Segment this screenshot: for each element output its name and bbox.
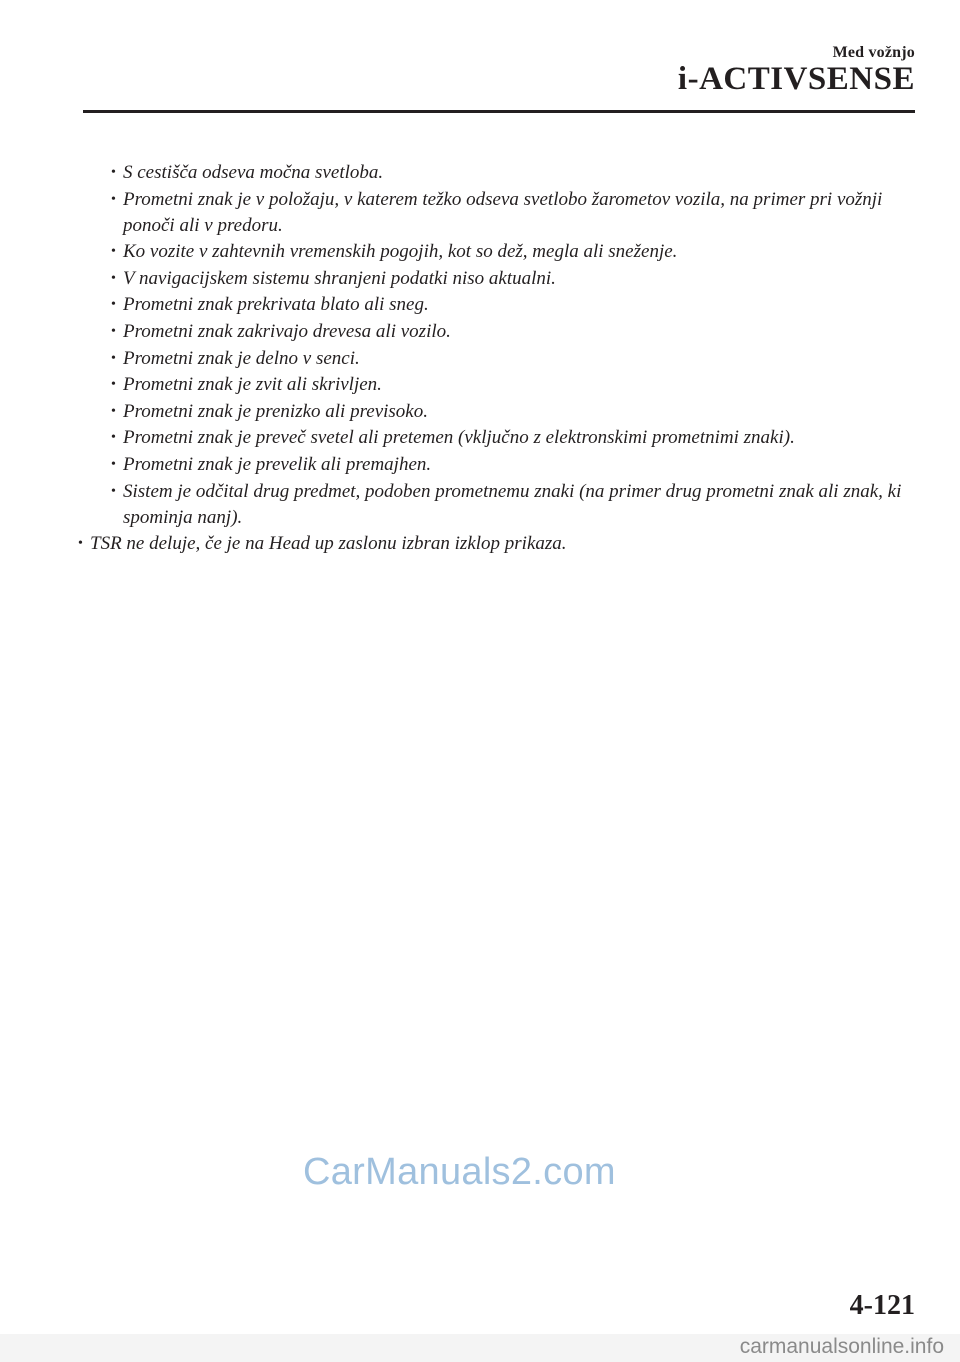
bullet-text: Prometni znak je preveč svetel ali pretemen (vključno z elektronskimi prometnimi znaki). [123,427,795,449]
bullet-dot: • [111,483,116,499]
bullet-text: Prometni znak prekrivata blato ali sneg. [123,294,429,316]
bullet-dot: • [78,536,83,552]
bullet-item [0,425,913,451]
bullet-dot: • [111,323,116,339]
footer-site-link[interactable]: carmanualsonline.info [739,1335,944,1358]
header-subtitle: Med vožnjo [832,44,915,61]
bullet-item [0,187,913,239]
page-number: 4-121 [849,1290,915,1321]
bullet-list [0,160,960,558]
bullet-item [0,372,913,398]
bullet-dot: • [111,430,116,446]
bullet-text: V navigacijskem sistemu shranjeni podatki niso aktualni. [123,267,556,289]
bullet-dot: • [111,165,116,180]
bullet-dot: • [111,191,116,207]
bullet-dot: • [111,403,116,419]
header-rule [83,110,915,113]
bullet-item [0,399,913,425]
bullet-item [0,292,913,318]
bullet-item [0,452,913,478]
bullet-text: Prometni znak je prenizko ali previsoko. [123,400,428,422]
bullet-text: Prometni znak je prevelik ali premajhen. [123,453,432,475]
bullet-text: Prometni znak je delno v senci. [123,347,360,369]
bullet-item [0,239,913,265]
bullet-item [0,160,913,186]
bullet-text: Ko vozite v zahtevnih vremenskih pogojih, kot so dež, megla ali sneženje. [123,241,678,263]
bullet-dot: • [111,377,116,393]
bullet-item [0,266,913,292]
bullet-text: TSR ne deluje, če je na Head up zaslonu izbran izklop prikaza. [90,533,567,555]
bullet-dot: • [111,456,116,472]
bullet-item [0,346,913,372]
bullet-item [0,531,910,557]
bullet-dot: • [111,270,116,286]
bullet-dot: • [111,244,116,260]
watermark: CarManuals2.com [303,1151,616,1193]
bullet-text: Prometni znak zakrivajo drevesa ali vozilo. [123,320,451,342]
bullet-dot: • [111,350,116,366]
bullet-text: Prometni znak je zvit ali skrivljen. [123,374,382,396]
bullet-item [0,479,913,531]
bullet-item [0,319,913,345]
bullet-text: Prometni znak je v položaju, v katerem težko odseva svetlobo žarometov vozila, na primer pri vožnji ponoči ali v predoru. [123,188,883,236]
bullet-dot: • [111,297,116,313]
bullet-text: Sistem je odčital drug predmet, podoben prometnemu znaki (na primer drug prometni znak ali znak, ki spominja nanj). [123,480,902,528]
header-title: i-ACTIVSENSE [677,61,915,97]
bullet-text: S cestišča odseva močna svetloba. [123,162,384,183]
